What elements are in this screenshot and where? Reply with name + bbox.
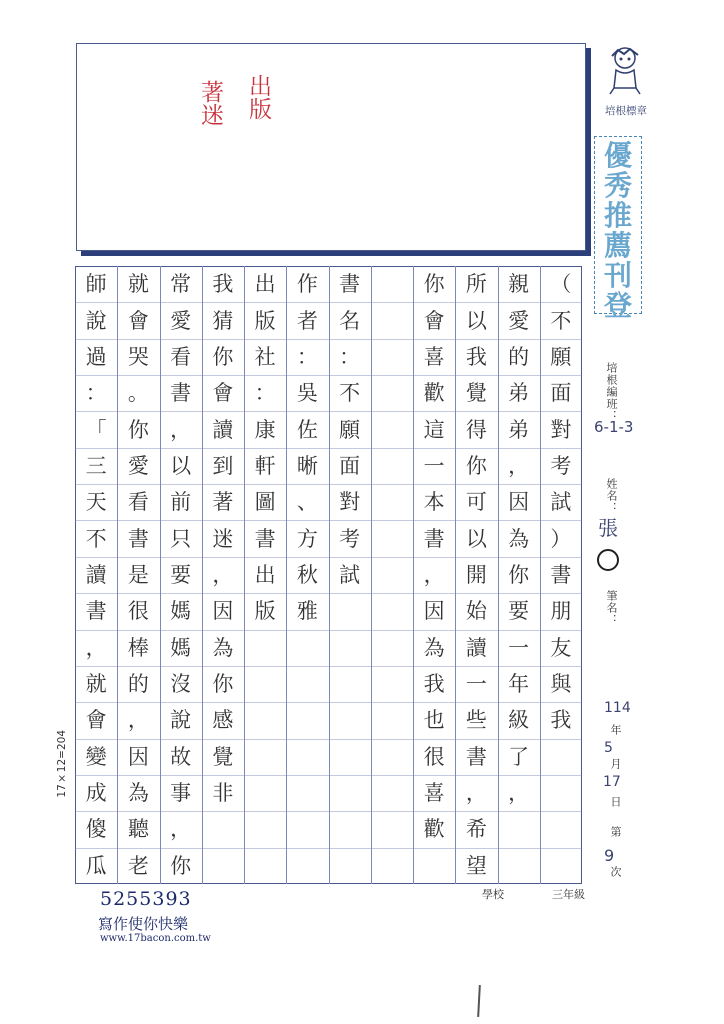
essay-char: 試 [550,490,572,515]
essay-char: 要 [508,599,530,624]
essay-char: 因 [212,599,234,624]
class-label: 培根編班： [605,362,618,422]
essay-char: 考 [339,526,361,551]
essay-char: 我 [212,272,234,297]
essay-char: 、 [296,490,318,515]
essay-char: 愛 [508,308,530,333]
essay-char: ， [423,562,445,587]
essay-char: ， [508,453,530,478]
essay-char: 歡 [423,381,445,406]
essay-char: 親 [508,272,530,297]
award-char: 刊 [603,259,632,292]
essay-char: 天 [85,490,107,515]
essay-char: 愛 [170,308,192,333]
essay-char: 說 [85,308,107,333]
essay-char: 本 [423,490,445,515]
essay-column [329,266,371,884]
essay-char: 看 [127,490,149,515]
class-value: 6-1-3 [594,418,634,436]
award-char: 秀 [603,169,632,202]
essay-char: 開 [465,562,487,587]
essay-char: 弟 [508,381,530,406]
essay-char: 你 [170,853,192,878]
essay-char: 因 [508,490,530,515]
award-char: 登 [603,289,632,322]
essay-char: 非 [212,780,234,805]
pen-stroke-mark [477,985,481,1017]
essay-char: 一 [423,453,445,478]
essay-column [498,266,540,884]
essay-char: 過 [85,344,107,369]
essay-char: 到 [212,453,234,478]
essay-char: 願 [339,417,361,442]
brand-url: www.17bacon.com.tw [100,933,211,944]
essay-char: 喜 [423,780,445,805]
essay-column [371,266,413,884]
essay-char: 希 [465,817,487,842]
essay-char: 為 [127,780,149,805]
year-label: 年 [609,724,622,736]
essay-char: 因 [423,599,445,624]
stamp-label: 培根標章 [605,105,647,117]
essay-char: 一 [465,671,487,696]
essay-char: 書 [254,526,276,551]
essay-char: ， [170,417,192,442]
essay-char: 要 [170,562,192,587]
essay-char: 為 [508,526,530,551]
essay-char: 迷 [212,526,234,551]
essay-char: 常 [170,272,192,297]
essay-char: 「 [85,417,107,442]
essay-char: 會 [127,308,149,333]
essay-char: 雅 [296,599,318,624]
essay-char: 會 [85,708,107,733]
brand-slogan: 寫作使你快樂 [98,915,189,933]
essay-char: 說 [170,708,192,733]
essay-char: 一 [508,635,530,660]
teacher-comment-box [76,43,586,251]
award-stamp [594,136,642,322]
essay-char: 不 [339,381,361,406]
essay-char: 前 [170,490,192,515]
essay-char: 願 [550,344,572,369]
essay-char: 媽 [170,599,192,624]
essay-char: 成 [85,780,107,805]
essay-char: 書 [423,526,445,551]
essay-char: 為 [212,635,234,660]
essay-char: 為 [423,635,445,660]
essay-char: ， [85,635,107,660]
essay-char: 社 [254,344,276,369]
essay-char: 我 [465,344,487,369]
essay-char: ） [550,526,572,551]
essay-char: 會 [423,308,445,333]
essay-char: 作 [296,272,318,297]
essay-char: 面 [339,453,361,478]
month-value: 5 [604,740,613,756]
school-label: 學校 [482,888,504,901]
essay-char: 看 [170,344,192,369]
essay-char: 軒 [254,453,276,478]
essay-char: ， [508,780,530,805]
essay-char: 讀 [212,417,234,442]
essay-char: 師 [85,272,107,297]
essay-char: 喜 [423,344,445,369]
essay-char: 聽 [127,817,149,842]
essay-char: 的 [508,344,530,369]
essay-char: 版 [254,599,276,624]
essay-char: 你 [423,272,445,297]
day-value: 17 [603,774,621,790]
essay-char: 我 [423,671,445,696]
essay-char: 很 [423,744,445,769]
essay-char: 歡 [423,817,445,842]
essay-char: 就 [127,272,149,297]
essay-char: 年 [508,671,530,696]
mascot-stamp-icon [604,46,646,96]
essay-char: 以 [170,453,192,478]
essay-char: 方 [296,526,318,551]
essay-char: 弟 [508,417,530,442]
essay-char: 棒 [127,635,149,660]
essay-char: 三 [85,453,107,478]
name-mask-circle [597,549,619,571]
essay-char: 試 [339,562,361,587]
comment-note-fascinated: 著迷 [197,80,223,126]
award-char: 薦 [603,229,632,262]
essay-char: 了 [508,744,530,769]
essay-char: 些 [465,708,487,733]
essay-char: 就 [85,671,107,696]
essay-char: 康 [254,417,276,442]
essay-char: 得 [465,417,487,442]
name-value: 張 [598,516,618,540]
essay-char: 哭 [127,344,149,369]
essay-char: 書 [170,381,192,406]
essay-char: 可 [465,490,487,515]
essay-char: 友 [550,635,572,660]
essay-char: 與 [550,671,572,696]
essay-char: 出 [254,562,276,587]
order-label: 第 [609,826,622,838]
essay-char: ： [85,381,107,406]
essay-char: 你 [508,562,530,587]
award-char: 推 [603,199,632,232]
essay-char: 對 [339,490,361,515]
name-label: 姓名： [605,478,618,514]
day-label: 日 [609,796,622,808]
order-value: 9 [604,846,615,865]
essay-char: 面 [550,381,572,406]
essay-char: 書 [339,272,361,297]
essay-char: 著 [212,490,234,515]
essay-column [160,266,202,884]
essay-column [413,266,455,884]
essay-char: 書 [465,744,487,769]
essay-char: 吳 [296,381,318,406]
brand-number: 5255393 [100,888,192,910]
essay-char: 因 [127,744,149,769]
essay-char: 老 [127,853,149,878]
pen-name-label: 筆名： [605,590,618,626]
essay-column [244,266,286,884]
grid-spec: 17×12=204 [56,730,68,798]
essay-char: 望 [465,853,487,878]
essay-char: 瓜 [85,853,107,878]
essay-column [455,266,497,884]
essay-char: 媽 [170,635,192,660]
award-char: 優 [603,139,632,172]
essay-char: 傻 [85,817,107,842]
essay-char: 對 [550,417,572,442]
essay-char: 。 [127,381,149,406]
essay-char: 愛 [127,453,149,478]
essay-char: 者 [296,308,318,333]
essay-column [286,266,328,884]
essay-char: ， [212,562,234,587]
essay-char: 會 [212,381,234,406]
comment-note-publish: 出版 [245,74,271,120]
essay-char: 秋 [296,562,318,587]
essay-char: 出 [254,272,276,297]
essay-char: 書 [85,599,107,624]
essay-char: 不 [550,308,572,333]
essay-char: 版 [254,308,276,333]
essay-column [75,266,117,884]
essay-char: 書 [127,526,149,551]
essay-char: 你 [465,453,487,478]
essay-char: 沒 [170,671,192,696]
essay-char: 讀 [465,635,487,660]
essay-char: 書 [550,562,572,587]
essay-char: ， [465,780,487,805]
essay-char: 始 [465,599,487,624]
essay-char: 以 [465,526,487,551]
essay-char: 我 [550,708,572,733]
essay-char: ： [296,344,318,369]
essay-char: 故 [170,744,192,769]
essay-char: 事 [170,780,192,805]
essay-char: 覺 [465,381,487,406]
essay-char: 是 [127,562,149,587]
year-value: 114 [604,700,631,716]
month-label: 月 [609,758,622,770]
essay-char: 考 [550,453,572,478]
essay-char: 所 [465,272,487,297]
essay-column [117,266,159,884]
essay-char: ： [254,381,276,406]
essay-char: ： [339,344,361,369]
essay-char: 級 [508,708,530,733]
essay-char: 不 [85,526,107,551]
essay-char: 感 [212,708,234,733]
essay-char: 讀 [85,562,107,587]
essay-char: 你 [127,417,149,442]
essay-char: 圖 [254,490,276,515]
essay-char: 變 [85,744,107,769]
essay-char: 朋 [550,599,572,624]
essay-column [202,266,244,884]
essay-char: 猜 [212,308,234,333]
essay-char: ， [127,708,149,733]
essay-char: 名 [339,308,361,333]
essay-char: 以 [465,308,487,333]
essay-char: 這 [423,417,445,442]
essay-column [540,266,582,884]
essay-char: 佐 [296,417,318,442]
essay-char: 你 [212,671,234,696]
essay-char: 的 [127,671,149,696]
essay-char: ， [170,817,192,842]
essay-char: 覺 [212,744,234,769]
essay-char: 也 [423,708,445,733]
essay-char: （ [550,272,572,297]
essay-char: 你 [212,344,234,369]
essay-char: 很 [127,599,149,624]
grade-label: 三年級 [552,888,585,901]
order-suffix: 次 [609,866,622,878]
essay-char: 只 [170,526,192,551]
essay-char: 晰 [296,453,318,478]
